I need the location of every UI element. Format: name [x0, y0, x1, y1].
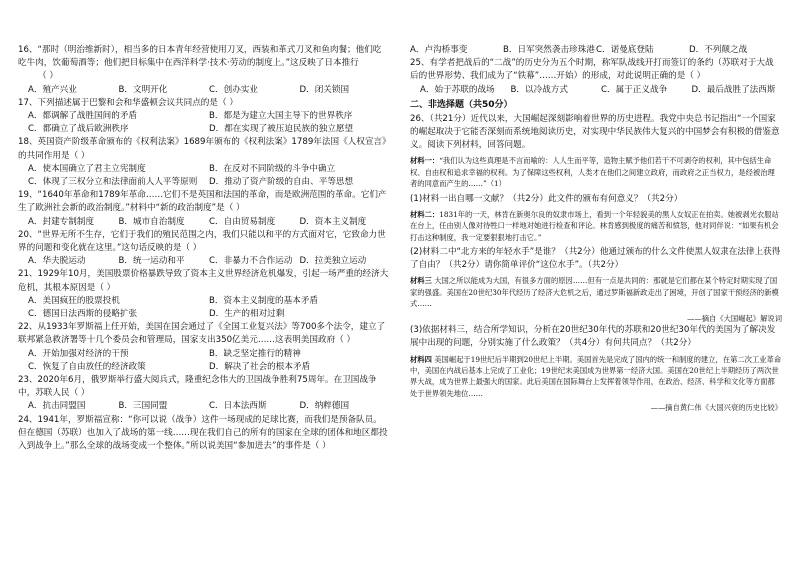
option: B．城市自治制度: [118, 216, 185, 227]
material-4-source: ——摘自黄仁伟《大国兴衰的历史比较》: [650, 403, 782, 413]
material-3-head: 材料三: [410, 276, 432, 286]
question-24-options: [410, 44, 782, 57]
option: B．统一运动和平: [118, 256, 185, 267]
option: B．以冷战方式: [510, 84, 568, 95]
option: D．资本主义制度: [299, 216, 367, 227]
option: A．美国疯狂的股票投机: [28, 295, 120, 306]
option: C．创办实业: [209, 84, 258, 95]
option: B．资本主义制度的基本矛盾: [209, 295, 319, 306]
option: D．闭关锁国: [299, 84, 350, 95]
option: C．自由贸易制度: [209, 216, 276, 227]
question-16-options: [28, 84, 390, 97]
option: B．缺乏坚定推行的精神: [209, 348, 301, 359]
option: C．体现了三权分立和法律面前人人平等原则: [28, 177, 198, 188]
question-19-stem: 19、“1640年革命和1789年革命……它们不是英国和法国的革命，而是欧洲范围的革命。它们产生了欧洲社会新的政治制度。”材料中“新的政治制度”是（ ）: [18, 190, 387, 214]
question-25-stem: 25、有学者把战后的“二战”的历史分为五个时期，称军队战线开打而签订的条约（苏联对于大战后的世界形势、我们成为了“铁幕”……开始）的形成，对此说明正确的是（ ）: [410, 58, 774, 82]
option: C．德国日法西斯的侵略扩张: [28, 309, 138, 320]
option: B．在反对不同阶级的斗争中确立: [209, 163, 336, 174]
option: D．最后战胜了法西斯: [691, 84, 776, 95]
option: D．生产的相对过剩: [209, 309, 285, 320]
question-24-stem: 24、1941年，罗斯福宣称：“你可以说（战争）这件一场现成的足球比赛，而我们是预备队员。但在德国（苏联）也加入了战场的第一线……现在我们自己的所有的国家在全球的团体和地区都投入到战争上。”那么全球的战场变成一个整体。”所以说美国“参加进去”的事件是（ ）: [18, 414, 388, 452]
question-22-options: [28, 348, 390, 374]
question-16-blank: （ ）: [38, 71, 58, 82]
option: A．抗击同盟国: [28, 401, 86, 412]
option: A．使本国确立了君主立宪制度: [28, 163, 146, 174]
option: A．殖产兴业: [28, 84, 77, 95]
material-1: [410, 155, 782, 189]
option: C．属于正义战争: [601, 84, 668, 95]
material-3: [410, 275, 782, 309]
question-21-stem: 21、1929年10月，美国股票价格暴跌导致了资本主义世界经济危机爆发，引起一场严重的经济大危机，其根本原因是（ ）: [18, 269, 389, 293]
option: B．都是为建立大国主导下的世界秩序: [209, 111, 353, 122]
option: A．华夫脱运动: [28, 256, 86, 267]
question-19-options: [28, 216, 390, 229]
question-26-3: (3)依据材料三，结合所学知识，分析在20世纪30年代的苏联和20世纪30年代的美国为了解决发展中出现的问题，分别实施了什么政策？（共4分）有何共同点？（共2分）: [410, 325, 776, 349]
material-4: [410, 354, 782, 400]
material-1-text: “我们认为这些真理是不言而喻的：人人生而平等，造物主赋予他们若干不可剥夺的权利，其中包括生命权、自由权和追求幸福的权利。为了保障这些权利，人类才在他们之间建立政府，而政府之正当权力，是经被治理者的同意而产生的……”（1）: [410, 156, 775, 189]
question-20-options: [28, 255, 390, 268]
question-26-1: (1)材料一出自哪一文献？（共2分）此文件的颁布有何意义？（共2分）: [410, 193, 683, 204]
question-17-stem: 17、下列描述属于巴黎和会和华盛顿会议共同点的是（ ）: [18, 97, 238, 108]
option: B．文明开化: [118, 84, 168, 95]
question-16-stem: 16、“那时（明治维新时），相当多的日本青年经营使用刀叉，西装和革式刀叉和鱼肉餐；他们吃吃牛肉，饮葡萄酒等；他们把目标集中在西洋科学·技术·劳动的制度上。”这反映了日本推行: [18, 45, 382, 69]
material-2-text: 1831年的一天，林肯在新奥尔良的奴隶市场上，看到一个年轻貌美的黑人女奴正在拍卖。她被剥光衣服站在台上，任由别人像对待牲口一样地对她进行检查和评论。林肯感到极度的痛苦和愤怒，他对同伴说：“如果有机会打击这种制度，我一定要狠狠地打击它。”: [410, 209, 779, 242]
option: D．拉美独立运动: [299, 256, 367, 267]
question-21-options: [28, 295, 390, 321]
material-3-text: 大国之所以能成为大国，有很多方面的原因……但有一点是共同的：那就是它们都在某个特定时期实现了国家的强盛。美国在20世纪30年代经历了经济大危机之后，通过罗斯福新政走出了困境，开创了国家干预经济的新模式……: [410, 276, 779, 309]
material-4-head: 材料四: [410, 354, 432, 364]
right-column: [410, 0, 782, 561]
option: A．开始加强对经济的干预: [28, 348, 129, 359]
option: D．都在实现了被压迫民族的独立愿望: [209, 124, 354, 135]
option: A．始于苏联的战场: [420, 84, 495, 95]
question-26-2: (2)材料二中“北方来的年轻水手”是谁？（共2分）他通过颁布的什么文件使黑人奴隶在法律上获得了自由？（共2分）请你简单评价“这位水手”。（共2分）: [410, 247, 781, 271]
material-4-text: 美国崛起于19世纪后半期到20世纪上半期。美国首先是完成了国内的统一和制度的建立，在第二次工业革命中，美国在内战后基本上完成了工业化；19世纪末美国成为世界第一经济大国。美国在20世纪上半期经历了两次世界大战，成为世界上最强大的国家。此后美国在国际舞台上发挥着领导作用，在政治、经济、科学和文化等方面都处于世界领先地位……: [410, 354, 782, 398]
question-18-stem: 18、英国资产阶级革命颁布的《权利法案》1689年颁布的《权利法案》1789年法国《人权宣言》的共同作用是（ ）: [18, 137, 387, 161]
option: A．封建专制制度: [28, 216, 95, 227]
option: D．推动了资产阶级的自由、平等思想: [209, 177, 354, 188]
option: C．恢复了自由放任的经济政策: [28, 361, 146, 372]
option: D．不列颠之战: [689, 45, 748, 55]
material-1-head: 材料一：: [410, 156, 440, 166]
option: A．都调解了战胜国间的矛盾: [28, 111, 138, 122]
option: B．日军突然袭击珍珠港: [503, 45, 595, 55]
section-heading: 二、非选择题（共50分）: [410, 99, 513, 110]
material-3-source: ——摘自《大国崛起》解说词: [687, 313, 782, 323]
material-2: [410, 209, 782, 243]
option: C．非暴力不合作运动: [209, 256, 293, 267]
question-17-options: [28, 110, 390, 136]
option: B．三国同盟: [118, 401, 168, 412]
question-18-options: [28, 163, 390, 189]
question-23-stem: 23、2020年6月，俄罗斯举行盛大阅兵式，隆重纪念伟大的卫国战争胜利75周年。在卫国战争中，苏联人民（ ）: [18, 375, 377, 399]
question-23-options: [28, 400, 390, 413]
option: C．日本法西斯: [209, 401, 267, 412]
question-26-stem: 26、（共21分）近代以来，大国崛起深刻影响着世界的历史进程。我党中央总书记指出“一个国家的崛起取决于它能否深刻而系统地阅读历史，对实现中华民族伟大复兴的中国梦会有积极的借鉴意义。阅读下列材料，回答问题。: [410, 113, 780, 151]
left-column: [18, 0, 390, 561]
material-2-head: 材料二：: [410, 209, 440, 219]
question-22-stem: 22、从1933年罗斯福上任开始，美国在国会通过了《全国工业复兴法》等700多个法令，建立了联邦紧急救济署等十几个委员会和管理局，国家支出350亿美元……这表明美国政府（ ）: [18, 322, 386, 346]
question-25-options: [420, 84, 782, 97]
question-20-stem: 20、“世界无所不生存，它们于我们的殖民范围之内，我们只能以和平的方式面对它，它致命力世界的问题和变化就在这里。”这句话反映的是（ ）: [18, 229, 386, 254]
option: C．诺曼底登陆: [596, 45, 654, 55]
option: D．解决了社会的根本矛盾: [209, 361, 311, 372]
option: A．卢沟桥事变: [410, 45, 468, 55]
option: C．都确立了战后欧洲秩序: [28, 124, 129, 135]
option: D．纳粹德国: [299, 401, 350, 412]
